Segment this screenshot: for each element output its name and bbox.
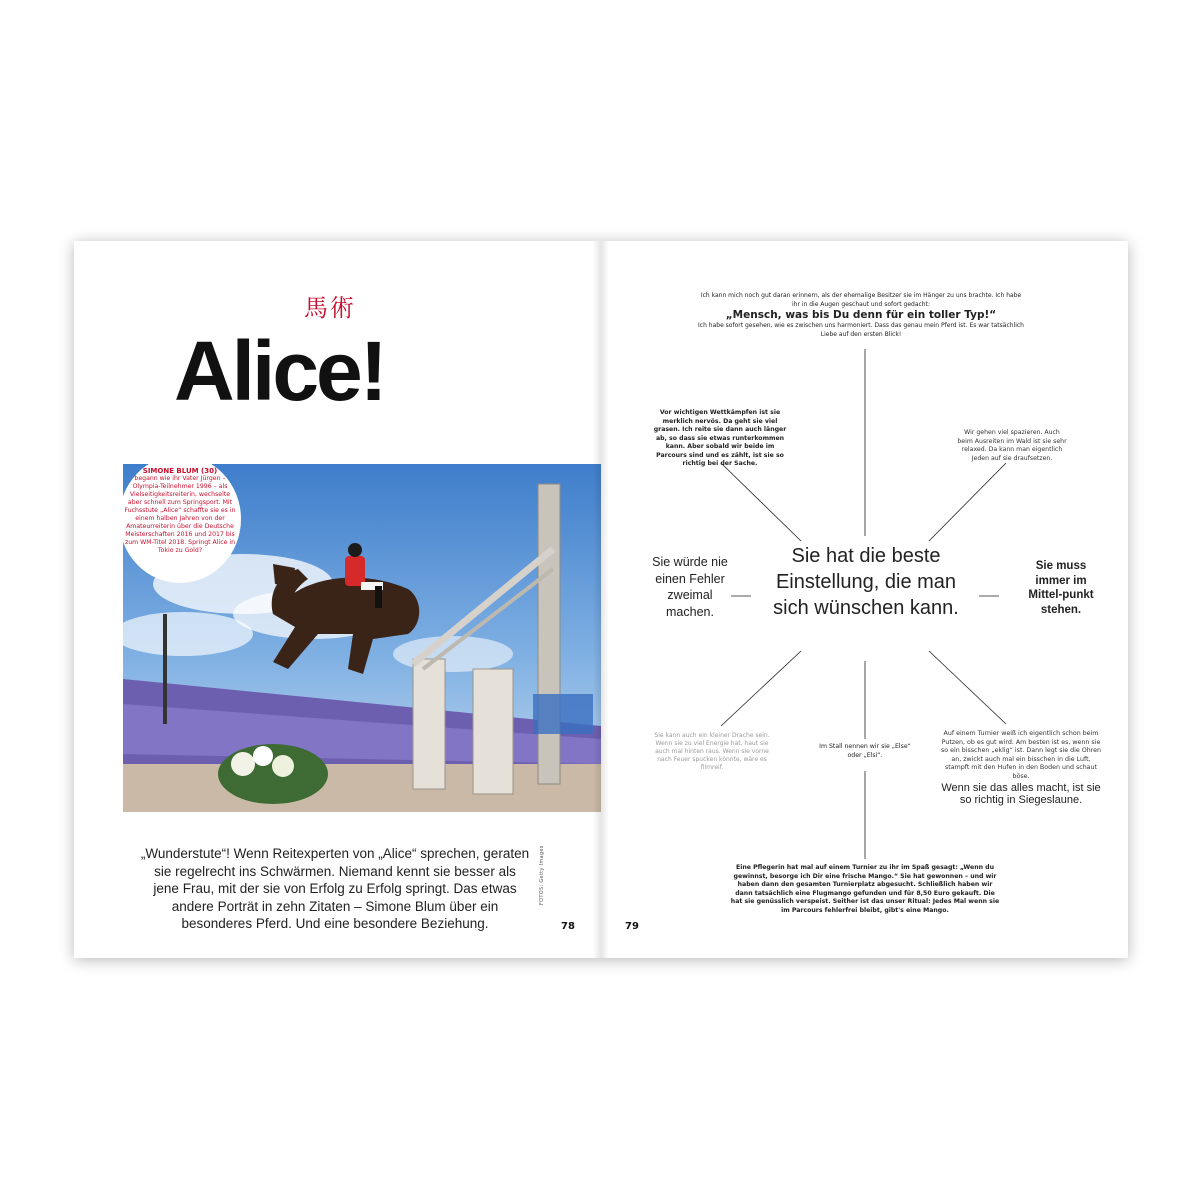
page-number-right: 79 (625, 921, 639, 932)
arena-sand (123, 764, 601, 812)
rider-helmet (348, 543, 362, 557)
quote-top-pre: Ich kann mich noch gut daran erinnern, als der ehemalige Besitzer sie im Hänger zu uns brachte. Ich habe ihr in die Augen geschaut und sofort gedacht: (700, 292, 1022, 308)
jump-wing (473, 669, 513, 794)
headline: Alice! (174, 324, 385, 418)
left-page (74, 241, 601, 958)
ray-upper-right (929, 463, 1006, 541)
quote-lower-right-text: Auf einem Turnier weiß ich eigentlich schon beim Putzen, ob es gut wird. Am besten ist es, wenn sie so ein bisschen „eklig“ ist. Dann legt sie die Ohren an, zwickt auch mal ein bisschen in die Luft, stampft mit den Hufen in den Boden und schaut böse. (941, 730, 1101, 780)
flowers (253, 746, 273, 766)
rider-jacket (345, 556, 365, 586)
quote-bottom: Eine Pflegerin hat mal auf einem Turnier zu ihr im Spaß gesagt: „Wenn du gewinnst, besorge ich Dir eine frische Mango.“ Sie hat gewonnen – und wir haben dann den gesamten Turnierplatz abgesucht. Schließlich haben wir dann tatsächlich eine Flugmango gefunden und für 8,50 Euro gekauft. Die hat sie genüsslich verspeist. Seither ist das unser Ritual: Jedes Mal wenn sie im Parcours fehlerfrei bleibt, gibt's eine Mango. (730, 864, 1000, 914)
magazine-spread (74, 241, 1128, 958)
page-number-left: 78 (561, 921, 575, 932)
photo-credit: FOTOS: Getty Images (539, 845, 545, 905)
quote-top (696, 292, 1026, 339)
cloud (393, 636, 513, 672)
stadium-banner (533, 694, 593, 734)
quote-lower-left: Sie kann auch ein kleiner Drache sein. Wenn sie zu viel Energie hat, haut sie auch mal hinten raus. Wenn sie vorne nach Feuer spucken könnte, wäre es filmreif. (654, 732, 770, 771)
quote-top-highlight: „Mensch, was bis Du denn für ein toller Typ!“ (725, 309, 997, 321)
ray-upper-left (721, 463, 801, 541)
jump-wing (413, 659, 445, 789)
quote-center: Sie hat die beste Einstellung, die man sich wünschen kann. (773, 545, 959, 619)
quote-lower-right (941, 730, 1101, 806)
ray-lower-right (929, 651, 1006, 724)
bio-caption (124, 467, 236, 555)
kanji-title: 馬術 (304, 294, 356, 322)
quote-middle: Im Stall nennen wir sie „Else“ oder „Elsi“. (819, 743, 911, 759)
bio-name: SIMONE BLUM (30) (142, 467, 218, 475)
quote-top-post: Ich habe sofort gesehen, wie es zwischen uns harmoniert. Dass das genau mein Pferd ist. Es war tatsächlich Liebe auf den ersten Blick! (698, 322, 1024, 338)
rider-boot (375, 586, 382, 608)
quote-right: Sie muss immer im Mittel-punkt stehen. (1028, 560, 1094, 616)
jump-standard (538, 484, 560, 784)
floodlight-pole (163, 614, 167, 724)
quote-upper-right: Wir gehen viel spazieren. Auch beim Ausreiten im Wald ist sie sehr relaxed. Da kann man eigentlich Jeden auf sie draufsetzen. (957, 429, 1067, 462)
quote-lower-right-big: Wenn sie das alles macht, ist sie so richtig in Siegeslaune. (941, 782, 1101, 806)
quote-upper-left: Vor wichtigen Wettkämpfen ist sie merklich nervös. Da geht sie viel grasen. Ich reite sie dann auch länger ab, so dass sie etwas runterkommen kann. Aber sobald wir beide im Parcours sind und es zählt, ist sie so richtig bei der Sache. (653, 409, 787, 467)
flowers (272, 755, 294, 777)
quote-left: Sie würde nie einen Fehler zweimal machen. (652, 555, 728, 619)
right-page (601, 241, 1128, 958)
flower-bed (218, 744, 328, 804)
intro-text: „Wunderstute“! Wenn Reitexperten von „Alice“ sprechen, geraten sie regelrecht ins Schwärmen. Niemand kennt sie besser als jene Frau, mit der sie von Erfolg zu Erfolg springt. Das etwas andere Porträt in zehn Zitaten – Simone Blum über ein besonderes Pferd. Und eine besondere Beziehung. (140, 846, 530, 931)
bio-text: begann wie ihr Vater Jürgen – Olympia-Teilnehmer 1996 – als Vielseitigkeitsreiterin, wechselte aber schnell zum Springsport. Mit Fuchsstute „Alice“ schaffte sie es in einem halben Jahren von der Amateurreiterin über die Deutsche Meisterschaften 2016 und 2017 bis zum WM-Titel 2018. Springt Alice in Tokio zu Gold? (124, 475, 236, 554)
flowers (231, 752, 255, 776)
ray-lower-left (721, 651, 801, 726)
